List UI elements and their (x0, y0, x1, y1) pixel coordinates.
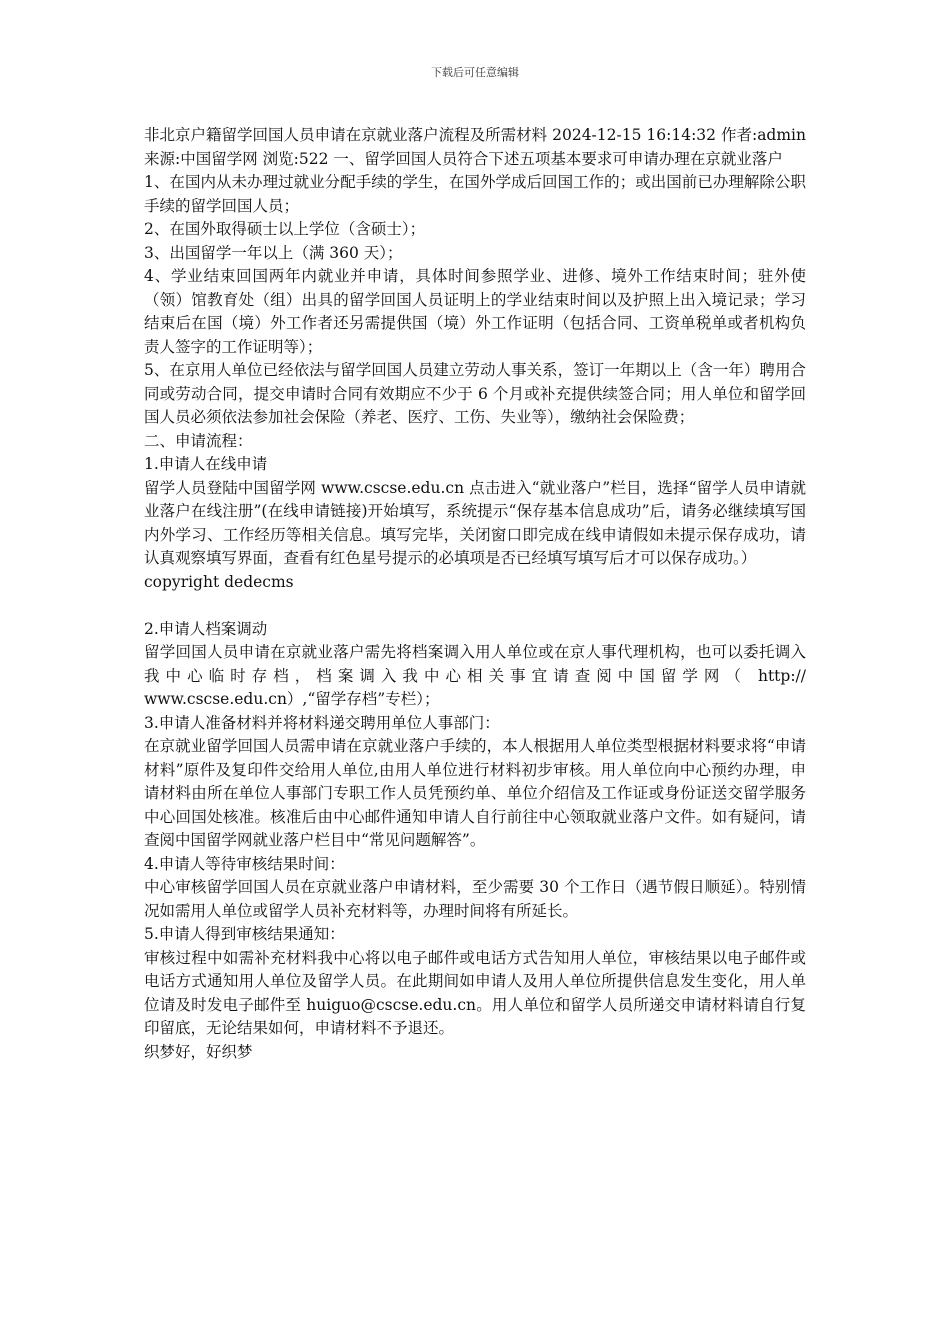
step-2-heading: 2.申请人档案调动 (144, 619, 268, 638)
intro-paragraph: 非北京户籍留学回国人员申请在京就业落户流程及所需材料 2024-12-15 16:14:32 作者:admin 来源:中国留学网 浏览:522 一、留学回国人员符合下述五项基本要求可申请办理在京就业落户 (144, 126, 806, 168)
page-header-note: 下载后可任意编辑 (431, 66, 519, 79)
blank-line (144, 594, 806, 618)
requirement-3: 3、出国留学一年以上（满 360 天）； (144, 243, 403, 262)
step-3-text: 在京就业留学回国人员需申请在京就业落户手续的，本人根据用人单位类型根据材料要求将“申请材料”原件及复印件交给用人单位,由用人单位进行材料初步审核。用人单位向中心预约办理，申请材料由所在单位人事部门专职工作人员凭预约单、单位介绍信及工作证或身份证送交留学服务中心回国处核准。核准后由中心邮件通知申请人自行前往中心领取就业落户文件。如有疑问，请查阅中国留学网就业落户栏目中“常见问题解答”。 (144, 737, 806, 849)
requirement-5: 5、在京用人单位已经依法与留学回国人员建立劳动人事关系，签订一年期以上（含一年）聘用合同或劳动合同，提交申请时合同有效期应不少于 6 个月或补充提供续签合同；用人单位和留学回国人员必须依法参加社会保险（养老、医疗、工伤、失业等），缴纳社会保险费； (144, 361, 806, 426)
step-5-heading: 5.申请人得到审核结果通知： (144, 925, 345, 943)
requirement-2: 2、在国外取得硕士以上学位（含硕士）； (144, 220, 426, 238)
step-4-text: 中心审核留学回国人员在京就业落户申请材料，至少需要 30 个工作日（遇节假日顺延）。特别情况如需用人单位或留学人员补充材料等，办理时间将有所延长。 (144, 878, 806, 920)
step-4-heading: 4.申请人等待审核结果时间： (144, 854, 345, 873)
step-5-text: 审核过程中如需补充材料我中心将以电子邮件或电话方式告知用人单位，审核结果以电子邮件或电话方式通知用人单位及留学人员。在此期间如申请人及用人单位所提供信息发生变化，用人单位请及时发电子邮件至 huiguo@cscse.edu.cn。用人单位和留学人员所递交申请材料请自行复印留底，无论结果如何，申请材料不予退还。 (144, 948, 806, 1037)
section-heading-process: 二、申请流程： (144, 431, 253, 450)
step-3-heading: 3.申请人准备材料并将材料递交聘用单位人事部门： (144, 713, 500, 732)
step-1-heading: 1.申请人在线申请 (144, 455, 268, 473)
document-body (144, 124, 806, 1064)
closing-line: 织梦好，好织梦 (144, 1042, 253, 1061)
requirement-1: 1、在国内从未办理过就业分配手续的学生，在国外学成后回国工作的；或出国前已办理解除公职手续的留学回国人员； (144, 173, 806, 215)
step-1-text: 留学人员登陆中国留学网 www.cscse.edu.cn 点击进入“就业落户”栏目，选择“留学人员申请就业落户在线注册”(在线申请链接)开始填写，系统提示“保存基本信息成功”后，请务必继续填写国内外学习、工作经历等相关信息。填写完毕，关闭窗口即完成在线申请假如未提示保存成功，请认真观察填写界面，查看有红色星号提示的必填项是否已经填写填写后才可以保存成功。） (144, 478, 806, 567)
step-2-text: 留学回国人员申请在京就业落户需先将档案调入用人单位或在京人事代理机构，也可以委托调入我中心临时存档，档案调入我中心相关事宜请查阅中国留学网（ http:// www.cscse.edu.cn）,“留学存档”专栏）； (144, 643, 806, 708)
copyright-line: copyright dedecms (144, 572, 294, 591)
requirement-4: 4、学业结束回国两年内就业并申请，具体时间参照学业、进修、境外工作结束时间；驻外使（领）馆教育处（组）出具的留学回国人员证明上的学业结束时间以及护照上出入境记录；学习结束后在国（境）外工作者还另需提供国（境）外工作证明（包括合同、工资单税单或者机构负责人签字的工作证明等）； (144, 267, 806, 356)
